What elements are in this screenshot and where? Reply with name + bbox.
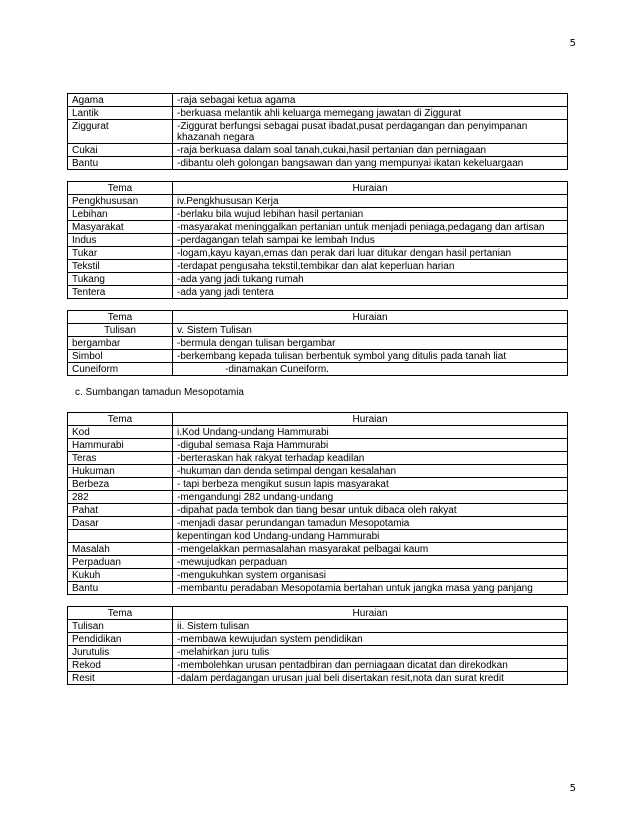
cell-huraian: -mengukuhkan system organisasi	[173, 569, 568, 582]
cell-huraian: -dibantu oleh golongan bangsawan dan yang mempunyai ikatan kekeluargaan	[173, 157, 568, 170]
table-row	[68, 504, 568, 517]
header-huraian: Huraian	[173, 413, 568, 426]
header-tema: Tema	[68, 311, 173, 324]
cell-huraian: -menjadi dasar perundangan tamadun Mesopotamia	[173, 517, 568, 530]
table-row	[68, 478, 568, 491]
cell-tema: Tukar	[68, 247, 173, 260]
table-row	[68, 157, 568, 170]
tables-group-2	[67, 412, 568, 685]
cell-huraian: v. Sistem Tulisan	[173, 324, 568, 337]
cell-tema: Kod	[68, 426, 173, 439]
table-row	[68, 633, 568, 646]
cell-tema: Tukang	[68, 273, 173, 286]
cell-tema: Bantu	[68, 582, 173, 595]
cell-huraian: -Ziggurat berfungsi sebagai pusat ibadat,pusat perdagangan dan penyimpanan khazanah negara	[173, 120, 568, 144]
cell-huraian: -logam,kayu kayan,emas dan perak dari luar ditukar dengan hasil pertanian	[173, 247, 568, 260]
table-row	[68, 530, 568, 543]
header-huraian: Huraian	[173, 607, 568, 620]
table-row	[68, 94, 568, 107]
cell-tema: Hukuman	[68, 465, 173, 478]
cell-tema: Perpaduan	[68, 556, 173, 569]
header-huraian: Huraian	[173, 311, 568, 324]
cell-huraian: -mewujudkan perpaduan	[173, 556, 568, 569]
cell-huraian: kepentingan kod Undang-undang Hammurabi	[173, 530, 568, 543]
cell-huraian: -raja berkuasa dalam soal tanah,cukai,hasil pertanian dan perniagaan	[173, 144, 568, 157]
cell-tema: Tentera	[68, 286, 173, 299]
cell-huraian: -berlaku bila wujud lebihan hasil pertanian	[173, 208, 568, 221]
page-number-bottom: 5	[569, 783, 576, 794]
table-row	[68, 672, 568, 685]
cell-tema: Kukuh	[68, 569, 173, 582]
cell-huraian: -melahirkan juru tulis	[173, 646, 568, 659]
content-table	[67, 606, 568, 685]
table-row	[68, 426, 568, 439]
content-table	[67, 310, 568, 376]
cell-tema: 282	[68, 491, 173, 504]
page-number-top: 5	[569, 38, 576, 49]
cell-huraian: -berkuasa melantik ahli keluarga memegang jawatan di Ziggurat	[173, 107, 568, 120]
cell-huraian: -hukuman dan denda setimpal dengan kesalahan	[173, 465, 568, 478]
cell-huraian: -dipahat pada tembok dan tiang besar untuk dibaca oleh rakyat	[173, 504, 568, 517]
header-tema: Tema	[68, 413, 173, 426]
table-row	[68, 465, 568, 478]
table-row	[68, 350, 568, 363]
cell-huraian: -membantu peradaban Mesopotamia bertahan untuk jangka masa yang panjang	[173, 582, 568, 595]
table-row	[68, 120, 568, 144]
cell-huraian: - tapi berbeza mengikut susun lapis masyarakat	[173, 478, 568, 491]
table-row	[68, 491, 568, 504]
table-row	[68, 517, 568, 530]
cell-tema: Cuneiform	[68, 363, 173, 376]
table-header-row	[68, 607, 568, 620]
cell-tema: Agama	[68, 94, 173, 107]
table-row	[68, 144, 568, 157]
table-header-row	[68, 311, 568, 324]
table-row	[68, 286, 568, 299]
cell-huraian: iv.Pengkhususan Kerja	[173, 195, 568, 208]
table-row	[68, 260, 568, 273]
table-row	[68, 569, 568, 582]
table-row	[68, 324, 568, 337]
cell-tema: Teras	[68, 452, 173, 465]
table-row	[68, 247, 568, 260]
cell-huraian: ii. Sistem tulisan	[173, 620, 568, 633]
cell-huraian: -raja sebagai ketua agama	[173, 94, 568, 107]
cell-tema: Dasar	[68, 517, 173, 530]
cell-huraian: -berkembang kepada tulisan berbentuk symbol yang ditulis pada tanah liat	[173, 350, 568, 363]
cell-huraian: -digubal semasa Raja Hammurabi	[173, 439, 568, 452]
cell-tema: Bantu	[68, 157, 173, 170]
table-row	[68, 620, 568, 633]
cell-huraian: -membawa kewujudan system pendidikan	[173, 633, 568, 646]
table-row	[68, 221, 568, 234]
cell-tema: Hammurabi	[68, 439, 173, 452]
cell-tema: Cukai	[68, 144, 173, 157]
cell-huraian: -mengandungi 282 undang-undang	[173, 491, 568, 504]
cell-huraian: -berteraskan hak rakyat terhadap keadilan	[173, 452, 568, 465]
cell-tema: Indus	[68, 234, 173, 247]
table-row	[68, 556, 568, 569]
table-row	[68, 646, 568, 659]
cell-huraian: -membolehkan urusan pentadbiran dan perniagaan dicatat dan direkodkan	[173, 659, 568, 672]
cell-huraian: -ada yang jadi tukang rumah	[173, 273, 568, 286]
cell-tema: Pendidikan	[68, 633, 173, 646]
table-row	[68, 195, 568, 208]
page-content	[67, 93, 568, 696]
cell-huraian: -perdagangan telah sampai ke lembah Indus	[173, 234, 568, 247]
table-header-row	[68, 182, 568, 195]
cell-huraian: -mengelakkan permasalahan masyarakat pelbagai kaum	[173, 543, 568, 556]
content-table	[67, 181, 568, 299]
table-row	[68, 208, 568, 221]
cell-tema: Berbeza	[68, 478, 173, 491]
content-table	[67, 93, 568, 170]
cell-huraian: -terdapat pengusaha tekstil,tembikar dan alat keperluan harian	[173, 260, 568, 273]
table-row	[68, 659, 568, 672]
cell-tema: Masyarakat	[68, 221, 173, 234]
cell-tema: bergambar	[68, 337, 173, 350]
cell-tema: Tulisan	[68, 620, 173, 633]
table-row	[68, 337, 568, 350]
cell-tema: Jurutulis	[68, 646, 173, 659]
table-row	[68, 273, 568, 286]
header-tema: Tema	[68, 182, 173, 195]
header-huraian: Huraian	[173, 182, 568, 195]
content-table	[67, 412, 568, 595]
section-heading: c. Sumbangan tamadun Mesopotamia	[75, 387, 244, 398]
cell-tema: Pahat	[68, 504, 173, 517]
cell-tema: Pengkhususan	[68, 195, 173, 208]
cell-tema: Tulisan	[68, 324, 173, 337]
table-row	[68, 543, 568, 556]
cell-huraian: -dinamakan Cuneiform.	[173, 363, 568, 376]
cell-huraian: -dalam perdagangan urusan jual beli disertakan resit,nota dan surat kredit	[173, 672, 568, 685]
cell-tema: Lantik	[68, 107, 173, 120]
cell-tema	[68, 530, 173, 543]
cell-tema: Rekod	[68, 659, 173, 672]
cell-tema: Resit	[68, 672, 173, 685]
tables-group-1	[67, 93, 568, 376]
cell-tema: Tekstil	[68, 260, 173, 273]
table-row	[68, 107, 568, 120]
cell-tema: Lebihan	[68, 208, 173, 221]
table-header-row	[68, 413, 568, 426]
cell-tema: Ziggurat	[68, 120, 173, 144]
cell-huraian: -masyarakat meninggalkan pertanian untuk menjadi peniaga,pedagang dan artisan	[173, 221, 568, 234]
table-row	[68, 439, 568, 452]
cell-tema: Masalah	[68, 543, 173, 556]
table-row	[68, 582, 568, 595]
table-row	[68, 234, 568, 247]
cell-huraian: -bermula dengan tulisan bergambar	[173, 337, 568, 350]
header-tema: Tema	[68, 607, 173, 620]
table-row	[68, 452, 568, 465]
cell-tema: Simbol	[68, 350, 173, 363]
cell-huraian: -ada yang jadi tentera	[173, 286, 568, 299]
cell-huraian: i.Kod Undang-undang Hammurabi	[173, 426, 568, 439]
table-row	[68, 363, 568, 376]
